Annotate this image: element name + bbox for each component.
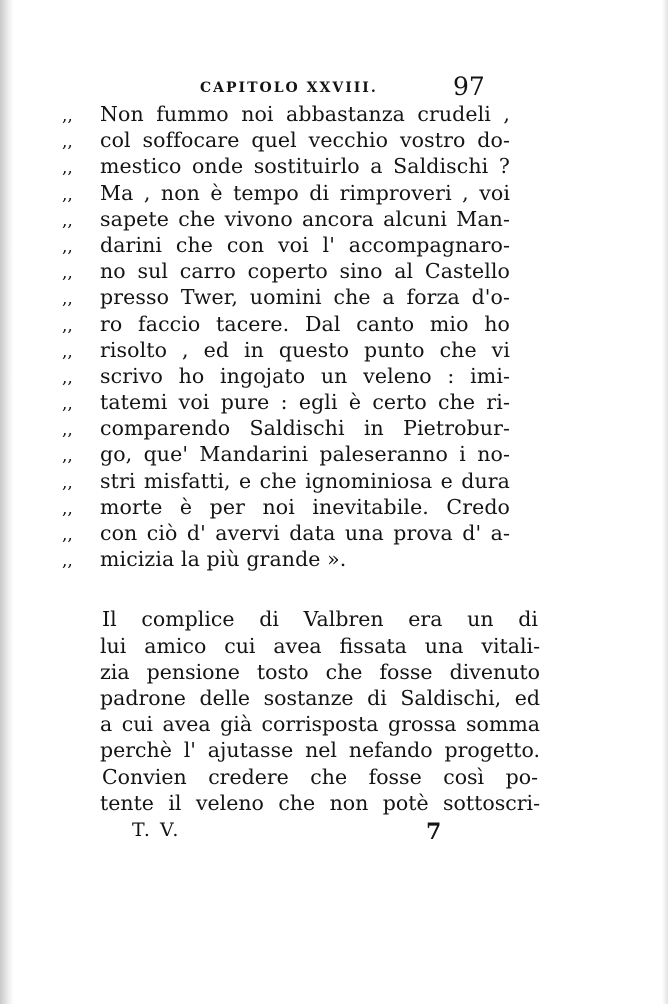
gathering-number: 7 [426, 818, 442, 845]
quotation-mark: ,, [62, 525, 73, 545]
quote-line [60, 338, 510, 364]
quote-line-text: Non fummo noi abbastanza crudeli , [100, 102, 510, 126]
quote-line-text: micizia la più grande ». [100, 547, 347, 572]
paragraph-line: Convien credere che fosse così po- [102, 764, 538, 789]
quote-line-text: stri misfatti, e che ignominiosa e dura [100, 468, 510, 493]
book-page [60, 72, 540, 853]
page-left-edge-shadow [0, 0, 14, 1004]
quotation-mark: ,, [62, 551, 73, 572]
quotation-mark: ,, [62, 289, 73, 310]
quotation-mark: ,, [62, 210, 73, 231]
paragraph-line: Il complice di Valbren era un di [102, 607, 538, 632]
quote-line-text: go, que' Mandarini paleseranno i no- [100, 442, 510, 467]
quote-line [60, 128, 510, 154]
quotation-mark: ,, [62, 263, 73, 284]
quotation-mark: ,, [62, 158, 73, 179]
chapter-title: CAPITOLO XXVIII. [200, 80, 378, 96]
page-right-edge-shadow [662, 0, 668, 1004]
quote-line [60, 181, 510, 207]
paragraph-line: zia pensione tosto che fosse divenuto [100, 659, 540, 684]
quotation-mark: ,, [62, 367, 73, 388]
quote-line-text: darini che con voi l' accompagnaro- [100, 232, 510, 257]
quote-line-text: scrivo ho ingojato un veleno : imi- [100, 363, 510, 388]
quote-line-text: Ma , non è tempo di rimproveri , voi [100, 180, 510, 205]
quotation-mark: ,, [62, 341, 73, 362]
quotation-mark: ,, [62, 394, 73, 415]
narrative-paragraph [60, 607, 540, 817]
quote-line-text: sapete che vivono ancora alcuni Man- [100, 206, 510, 231]
quote-line-text: morte è per noi inevitabile. Credo [100, 494, 510, 519]
quote-line-text: mestico onde sostituirlo a Saldischi ? [100, 154, 510, 179]
quotation-mark: ,, [62, 498, 73, 519]
quotation-mark: ,, [62, 184, 73, 205]
paragraph-line: a cui avea già corrisposta grossa somma [100, 712, 540, 737]
paragraph-gap [60, 573, 510, 607]
quote-line-text: con ciò d' avervi data una prova d' a- [100, 521, 510, 545]
quote-line [60, 416, 510, 442]
volume-signature: T. V. [132, 818, 181, 841]
quotation-mark: ,, [62, 132, 73, 153]
quote-line-text: risolto , ed in questo punto che vi [100, 337, 510, 362]
quote-line-text: tatemi voi pure : egli è certo che ri- [100, 390, 510, 415]
quoted-letter-block [60, 102, 510, 573]
running-head [60, 72, 510, 102]
quote-line-text: col soffocare quel vecchio vostro do- [100, 128, 510, 153]
quote-line [60, 442, 510, 468]
quotation-mark: ,, [62, 315, 73, 336]
page-number: 97 [453, 72, 485, 101]
quote-line [60, 521, 510, 547]
quote-line-text: comparendo Saldischi in Pietrobur- [100, 416, 510, 441]
quote-line [60, 102, 510, 128]
quote-line [60, 285, 510, 311]
paragraph-line: perchè l' ajutasse nel nefando progetto. [100, 738, 540, 763]
quote-line [60, 154, 510, 180]
quotation-mark: ,, [62, 106, 73, 126]
quote-line [60, 233, 510, 259]
quotation-mark: ,, [62, 446, 73, 467]
quote-line [60, 312, 510, 338]
quotation-mark: ,, [62, 236, 73, 257]
quote-line [60, 390, 510, 416]
page-footer [60, 819, 510, 853]
quote-line [60, 364, 510, 390]
paragraph-line: tente il veleno che non potè sottoscri- [100, 790, 540, 815]
quote-line-text: no sul carro coperto sino al Castello [100, 259, 510, 284]
quotation-mark: ,, [62, 472, 73, 493]
quote-line-text: ro faccio tacere. Dal canto mio ho [100, 311, 510, 336]
quote-line-text: presso Twer, uomini che a forza d'o- [100, 285, 510, 310]
quotation-mark: ,, [62, 420, 73, 441]
quote-line [60, 547, 510, 573]
paragraph-line: padrone delle sostanze di Saldischi, ed [100, 685, 540, 710]
quote-line [60, 469, 510, 495]
quote-line [60, 495, 510, 521]
quote-line [60, 259, 510, 285]
paragraph-line: lui amico cui avea fissata una vitali- [100, 633, 540, 658]
quote-line [60, 207, 510, 233]
